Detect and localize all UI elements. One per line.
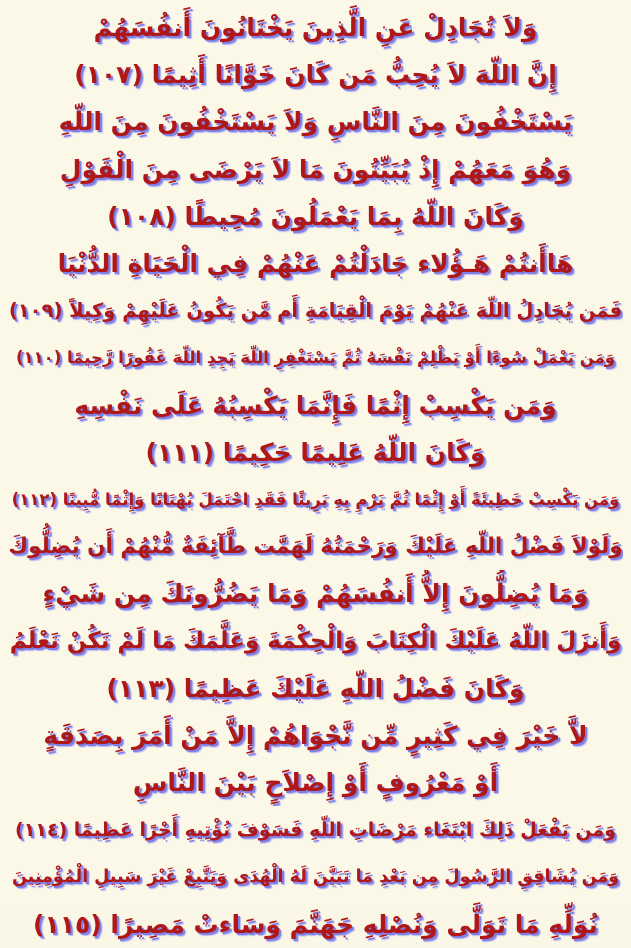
verse-line-14: وَأَنزَلَ اللّهُ عَلَيْكَ الْكِتَابَ وَالْحِكْمَةَ وَعَلَّمَكَ مَا لَمْ تَكُنْ تَعْلَمُ: [9, 628, 622, 655]
verse-line-16: لاَّ خَيْرَ فِي كَثِيرٍ مِّن نَّجْوَاهُمْ إِلاَّ مَنْ أَمَرَ بِصَدَقَةٍ: [43, 720, 588, 750]
verse-line-7: فَمَن يُجَادِلُ اللّهَ عَنْهُمْ يَوْمَ الْقِيَامَةِ أَم مَّن يَكُونُ عَلَيْهِمْ وَكِيلاً (١٠٩): [8, 299, 623, 323]
verse-line-19: وَمَن يُشَاقِقِ الرَّسُولَ مِن بَعْدِ مَا تَبَيَّنَ لَهُ الْهُدَى وَيَتَّبِعْ غَيْرَ سَبِيلِ الْمُؤْمِنِينَ: [11, 866, 620, 887]
verse-line-11: وَمَن يَكْسِبْ خَطِيئَةً أَوْ إِثْمًا ثُمَّ يَرْمِ بِهِ بَرِيئًا فَقَدِ احْتَمَلَ بُهْتَانًا وَإِثْمًا مُّبِينًا (١١٢): [11, 489, 620, 509]
verse-line-4: وَهُوَ مَعَهُمْ إِذْ يُبَيِّتُونَ مَا لاَ يَرْضَى مِنَ الْقَوْلِ: [59, 154, 572, 184]
verse-line-12: وَلَوْلاَ فَضْلُ اللّهِ عَلَيْكَ وَرَحْمَتُهُ لَهَمَّت طَّآئِفَةٌ مُّنْهُمْ أَن يُضِلُّوكَ: [8, 534, 623, 560]
verse-line-15: وَكَانَ فَضْلُ اللّهِ عَلَيْكَ عَظِيمًا (١١٣): [106, 673, 525, 703]
verse-line-2: إِنَّ اللّهَ لاَ يُحِبُّ مَن كَانَ خَوَّانًا أَثِيمًا (١٠٧): [74, 60, 557, 90]
verse-line-17: أَوْ مَعْرُوفٍ أَوْ إِصْلاَحٍ بَيْنَ النَّاسِ: [132, 768, 499, 798]
verse-line-9: وَمَن يَكْسِبْ إِثْمًا فَإِنَّمَا يَكْسِبُهُ عَلَى نَفْسِهِ: [74, 390, 557, 420]
verse-text-block: [8, 4, 623, 948]
verse-line-8: وَمَن يَعْمَلْ سُوءًا أَوْ يَظْلِمْ نَفْسَهُ ثُمَّ يَسْتَغْفِرِ اللّهَ يَجِدِ اللّهَ غَفُورًا رَّحِيمًا (١١٠): [15, 348, 616, 368]
verse-line-3: يَسْتَخْفُونَ مِنَ النَّاسِ وَلاَ يَسْتَخْفُونَ مِنَ اللّهِ: [58, 107, 573, 137]
verse-line-6: هَاأَنتُمْ هَـؤُلاء جَادَلْتُمْ عَنْهُمْ فِي الْحَيَاةِ الدُّنْيَا: [57, 249, 574, 279]
verse-line-10: وَكَانَ اللّهُ عَلِيمًا حَكِيمًا (١١١): [145, 437, 486, 467]
verse-line-1: وَلاَ تُجَادِلْ عَنِ الَّذِينَ يَخْتَانُونَ أَنفُسَهُمْ: [93, 13, 538, 43]
verse-line-13: وَمَا يُضِلُّونَ إِلاُّ أَنفُسَهُمْ وَمَا يَضُرُّونَكَ مِن شَيْءٍ: [42, 579, 589, 609]
verse-line-18: وَمَن يَفْعَلْ ذَلِكَ ابْتَغَاء مَرْضَاتِ اللّهِ فَسَوْفَ نُؤْتِيهِ أَجْرًا عَظِيمًا (١١٤): [15, 818, 616, 841]
verse-line-5: وَكَانَ اللّهُ بِمَا يَعْمَلُونَ مُحِيطًا (١٠٨): [107, 201, 524, 231]
verse-line-20: نُوَلِّهِ مَا تَوَلَّى وَنُصْلِهِ جَهَنَّمَ وَسَاءتْ مَصِيرًا (١١٥): [33, 909, 598, 939]
